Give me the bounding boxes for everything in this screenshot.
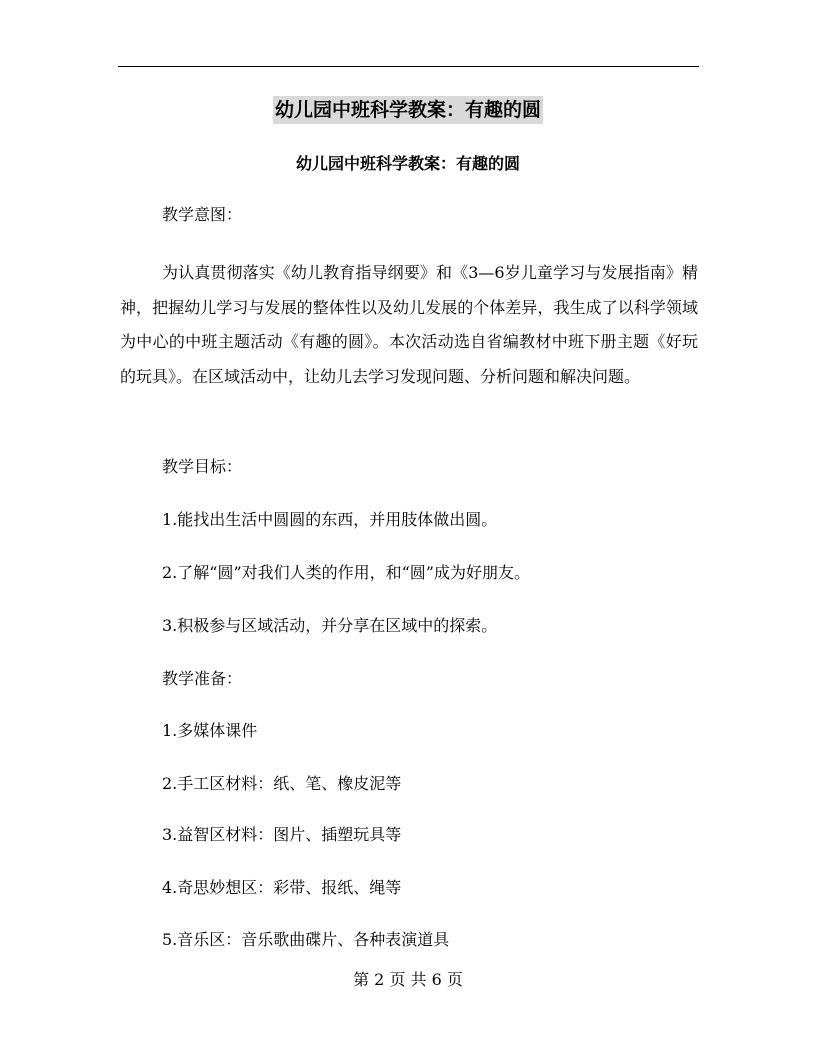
header-rule — [118, 66, 699, 67]
prep-item-4: 4.奇思妙想区：彩带、报纸、绳等 — [162, 878, 402, 897]
prep-item-1: 1.多媒体课件 — [162, 721, 258, 740]
goal-item-3: 3.积极参与区域活动，并分享在区域中的探索。 — [162, 616, 498, 635]
running-header — [0, 96, 816, 124]
goal-item-2: 2.了解“圆”对我们人类的作用，和“圆”成为好朋友。 — [162, 563, 530, 582]
goals-heading: 教学目标： — [162, 457, 243, 476]
page-number-footer: 第 2 页 共 6 页 — [353, 970, 463, 989]
prep-item-5: 5.音乐区：音乐歌曲碟片、各种表演道具 — [162, 930, 450, 949]
prep-heading: 教学准备： — [162, 669, 243, 688]
goal-item-1: 1.能找出生活中圆圆的东西，并用肢体做出圆。 — [162, 510, 498, 529]
prep-item-3: 3.益智区材料：图片、插塑玩具等 — [162, 825, 402, 844]
intent-heading: 教学意图： — [162, 205, 243, 224]
running-header-title: 幼儿园中班科学教案：有趣的圆 — [273, 96, 543, 124]
intent-paragraph: 为认真贯彻落实《幼儿教育指导纲要》和《3—6岁儿童学习与发展指南》精神，把握幼儿学习与发展的整体性以及幼儿发展的个体差异，我生成了以科学领域为中心的中班主题活动《有趣的圆》。本次活动选自省编教材中班下册主题《好玩的玩具》。在区域活动中，让幼儿去学习发现问题、分析问题和解决问题。 — [120, 263, 698, 386]
document-title: 幼儿园中班科学教案：有趣的圆 — [295, 154, 520, 173]
prep-item-2: 2.手工区材料：纸、笔、橡皮泥等 — [162, 774, 402, 793]
